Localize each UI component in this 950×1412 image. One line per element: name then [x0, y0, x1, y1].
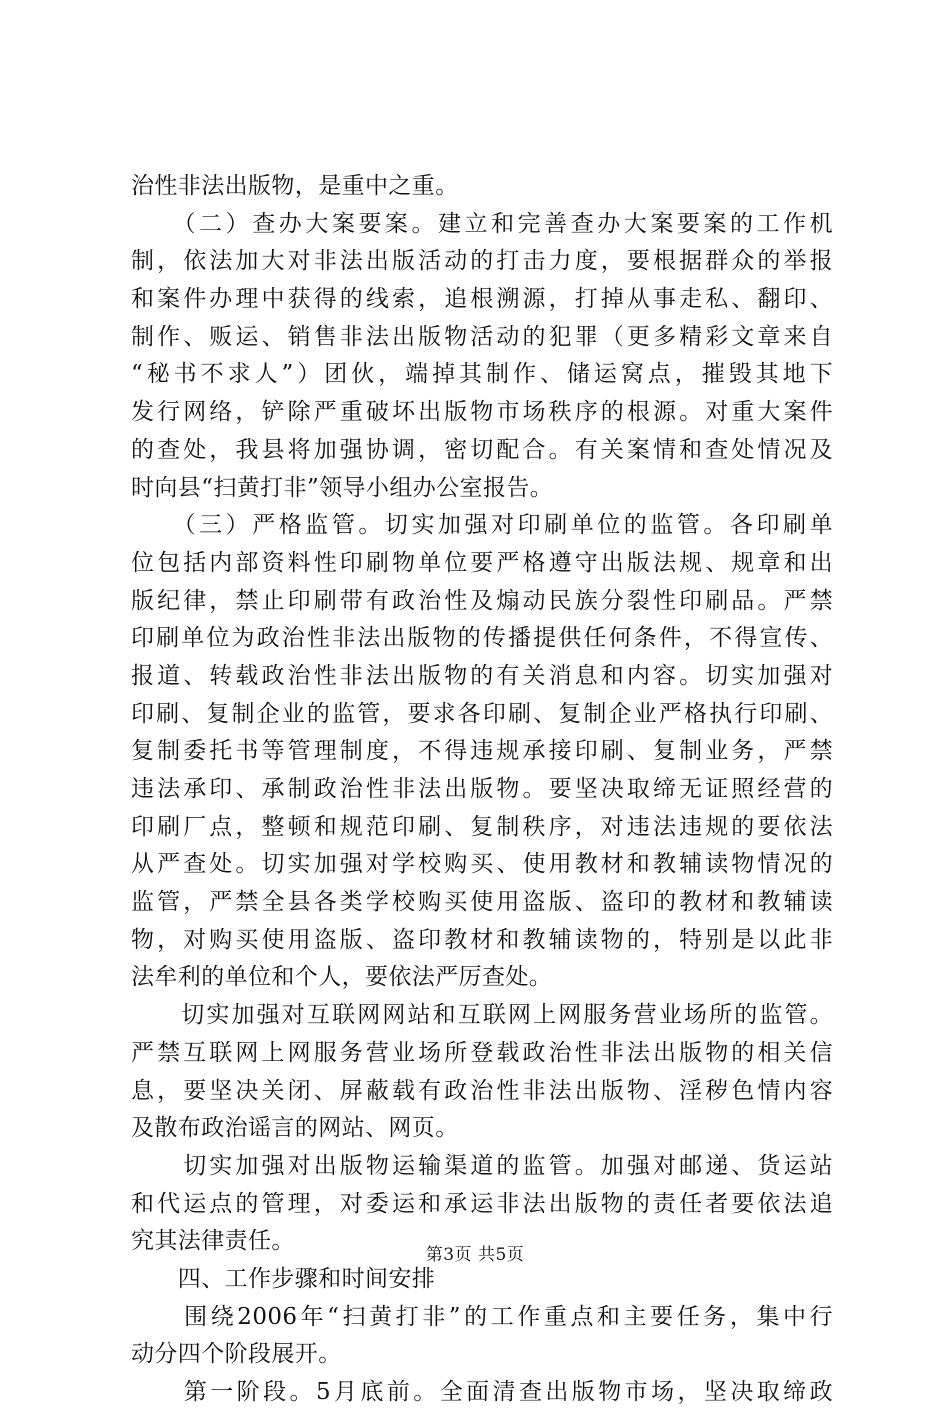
document-body — [131, 168, 833, 1412]
text-line: 监管，严禁全县各类学校购买使用盗版、盗印的教材和教辅读 — [131, 889, 833, 916]
text-line: 切实加强对互联网网站和互联网上网服务营业场所的监管。 — [131, 1002, 833, 1029]
text-line: 位包括内部资料性印刷物单位要严格遵守出版法规、规章和出 — [131, 549, 833, 576]
text-line: 版纪律，禁止印刷带有政治性及煽动民族分裂性印刷品。严禁 — [131, 587, 833, 614]
text-line: 法牟利的单位和个人，要依法严厉查处。 — [131, 964, 553, 991]
text-line: 及散布政治谣言的网站、网页。 — [131, 1115, 459, 1142]
text-line: 制，依法加大对非法出版活动的打击力度，要根据群众的举报 — [131, 248, 833, 275]
text-line: 第一阶段。5月底前。全面清查出版物市场，坚决取缔政 — [131, 1379, 833, 1405]
text-line: 物，对购买使用盗版、盗印教材和教辅读物的，特别是以此非 — [131, 926, 833, 953]
text-line: 印刷厂点，整顿和规范印刷、复制秩序，对违法违规的要依法 — [131, 813, 833, 840]
text-line: “秘书不求人”）团伙，端掉其制作、储运窝点，摧毁其地下 — [131, 361, 833, 388]
text-line: 切实加强对出版物运输渠道的监管。加强对邮递、货运站 — [131, 1152, 833, 1179]
page-footer: 第3页 共5页 — [425, 1245, 525, 1265]
text-line: 从严查处。切实加强对学校购买、使用教材和教辅读物情况的 — [131, 851, 833, 878]
text-line: 四、工作步骤和时间安排 — [131, 1265, 436, 1292]
text-line: 印刷单位为政治性非法出版物的传播提供任何条件，不得宣传、 — [131, 625, 833, 652]
text-line: 印刷、复制企业的监管，要求各印刷、复制企业严格执行印刷、 — [131, 700, 833, 727]
text-line: 违法承印、承制政治性非法出版物。要坚决取缔无证照经营的 — [131, 776, 833, 802]
text-line: 动分四个阶段展开。 — [131, 1341, 342, 1368]
text-line: 发行网络，铲除严重破坏出版物市场秩序的根源。对重大案件 — [131, 399, 833, 426]
text-line: 报道、转载政治性非法出版物的有关消息和内容。切实加强对 — [131, 662, 833, 689]
text-line: 制作、贩运、销售非法出版物活动的犯罪（更多精彩文章来自 — [131, 323, 833, 350]
text-line: 严禁互联网上网服务营业场所登载政治性非法出版物的相关信 — [131, 1039, 833, 1066]
text-line: 围绕2006年“扫黄打非”的工作重点和主要任务，集中行 — [131, 1303, 833, 1330]
text-line: 究其法律责任。 — [131, 1228, 295, 1255]
text-line: （三）严格监管。切实加强对印刷单位的监管。各印刷单 — [131, 512, 833, 539]
text-line: 复制委托书等管理制度，不得违规承接印刷、复制业务，严禁 — [131, 738, 833, 765]
text-line: 和代运点的管理，对委运和承运非法出版物的责任者要依法追 — [131, 1190, 833, 1217]
text-line: （二）查办大案要案。建立和完善查办大案要案的工作机 — [131, 210, 833, 237]
text-line: 治性非法出版物，是重中之重。 — [131, 173, 459, 199]
text-line: 的查处，我县将加强协调，密切配合。有关案情和查处情况及 — [131, 436, 833, 463]
text-line: 息，要坚决关闭、屏蔽载有政治性非法出版物、淫秽色情内容 — [131, 1077, 833, 1104]
text-line: 时向县“扫黄打非”领导小组办公室报告。 — [131, 474, 554, 501]
text-line: 和案件办理中获得的线索，追根溯源，打掉从事走私、翻印、 — [131, 286, 833, 313]
